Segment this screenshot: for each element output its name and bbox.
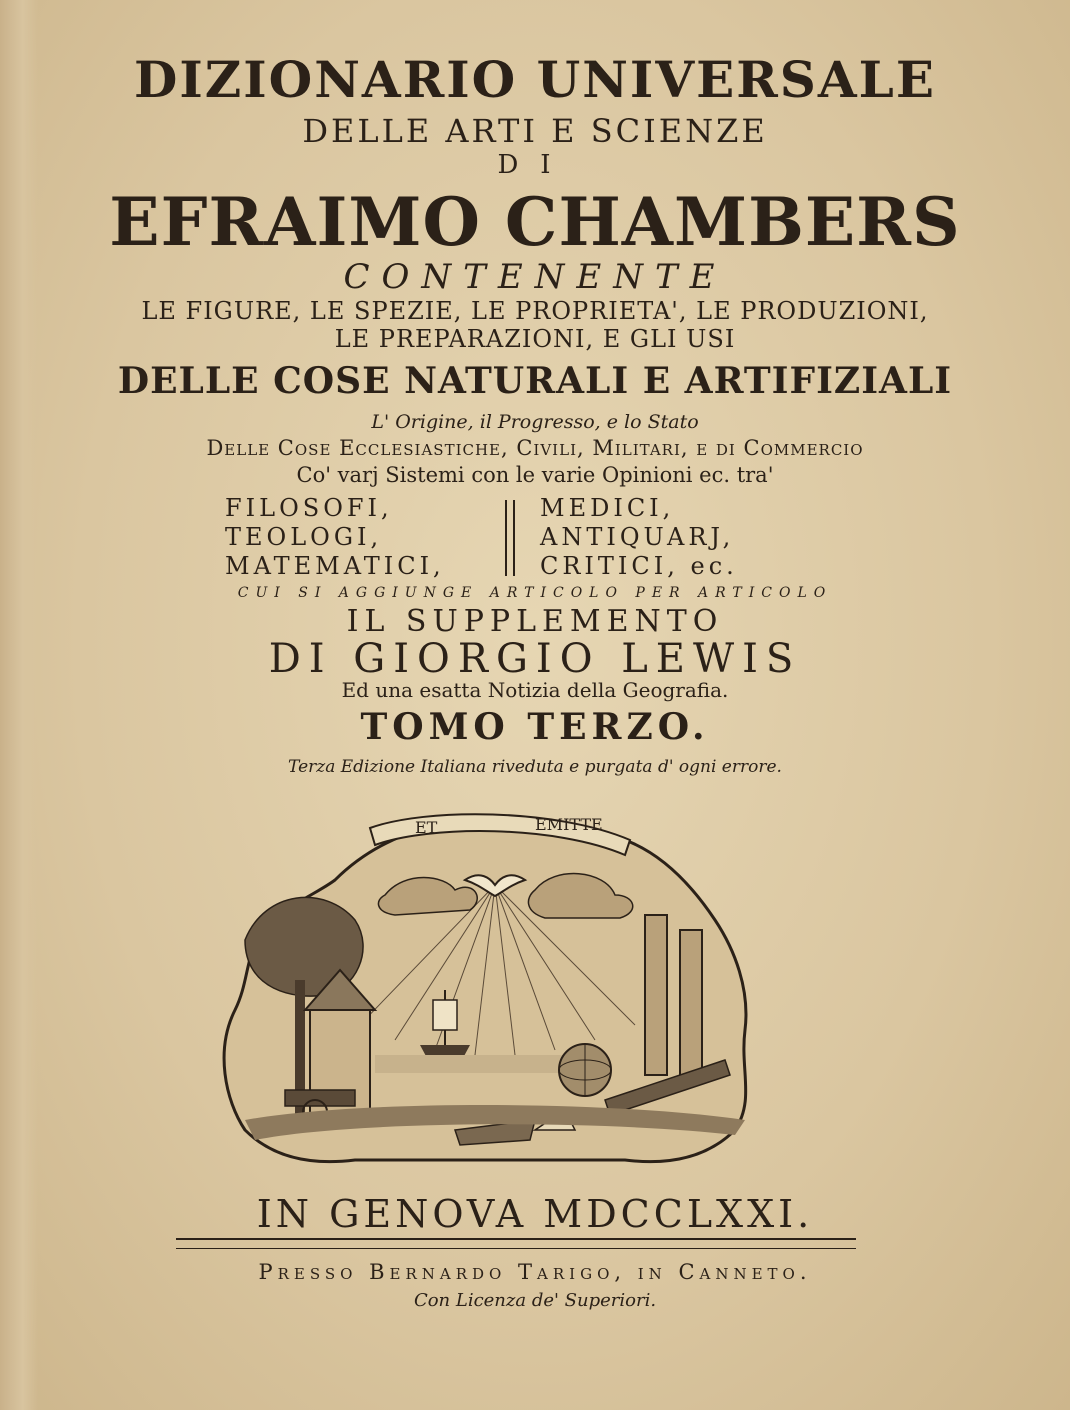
column-icon	[645, 915, 667, 1075]
edition-line: Terza Edizione Italiana riveduta e purgata d' ogni errore.	[288, 757, 782, 777]
discipline-item: MEDICI,	[540, 494, 675, 522]
discipline-item: TEOLOGI,	[225, 523, 383, 551]
title-line-2: DELLE ARTI E SCIENZE	[302, 112, 768, 150]
discipline-item: MATEMATICI,	[225, 552, 445, 580]
contenente-line: CONTENENTE	[343, 257, 727, 297]
contents-line-2: LE PREPARAZIONI, E GLI USI	[334, 325, 736, 353]
discipline-item: ANTIQUARJ,	[540, 523, 735, 551]
title-line-1: DIZIONARIO UNIVERSALE	[134, 50, 936, 109]
contents-line-1: LE FIGURE, LE SPEZIE, LE PROPRIETA', LE PRODUZIONI,	[141, 297, 929, 325]
printer-line: Presso Bernardo Tarigo, in Canneto.	[258, 1260, 812, 1284]
motto-word: ET	[415, 818, 438, 837]
disciplines-columns	[215, 494, 815, 584]
volume-line: TOMO TERZO.	[360, 706, 710, 748]
geography-line: Ed una esatta Notizia della Geografia.	[341, 678, 729, 702]
discipline-item: FILOSOFI,	[225, 494, 393, 522]
discipline-item: CRITICI, ec.	[540, 552, 738, 580]
double-rule	[176, 1238, 856, 1249]
disciplines-right	[540, 494, 738, 581]
systems-line: Co' varj Sistemi con le varie Opinioni ec. tra'	[296, 463, 774, 487]
cannon-icon	[285, 1090, 355, 1106]
added-line: CUI SI AGGIUNGE ARTICOLO PER ARTICOLO	[237, 585, 833, 601]
license-line: Con Licenza de' Superiori.	[413, 1290, 657, 1311]
supplement-author: DI GIORGIO LEWIS	[268, 636, 802, 682]
title-line-3: DI	[497, 150, 573, 180]
disciplines-left	[225, 494, 445, 581]
contents-line-3: DELLE COSE NATURALI E ARTIFIZIALI	[117, 360, 953, 402]
origin-line: L' Origine, il Progresso, e lo Stato	[371, 411, 699, 433]
column-divider	[505, 500, 515, 576]
printer-vignette	[205, 800, 775, 1180]
author-name: EFRAIMO CHAMBERS	[109, 183, 961, 261]
matters-line: Delle Cose Ecclesiastiche, Civili, Militari, e di Commercio	[206, 436, 864, 460]
imprint-line: IN GENOVA MDCCLXXI.	[256, 1192, 814, 1236]
supplement-line: IL SUPPLEMENTO	[346, 604, 724, 639]
motto-word: EMITTE	[535, 815, 603, 834]
column-icon	[680, 930, 702, 1075]
